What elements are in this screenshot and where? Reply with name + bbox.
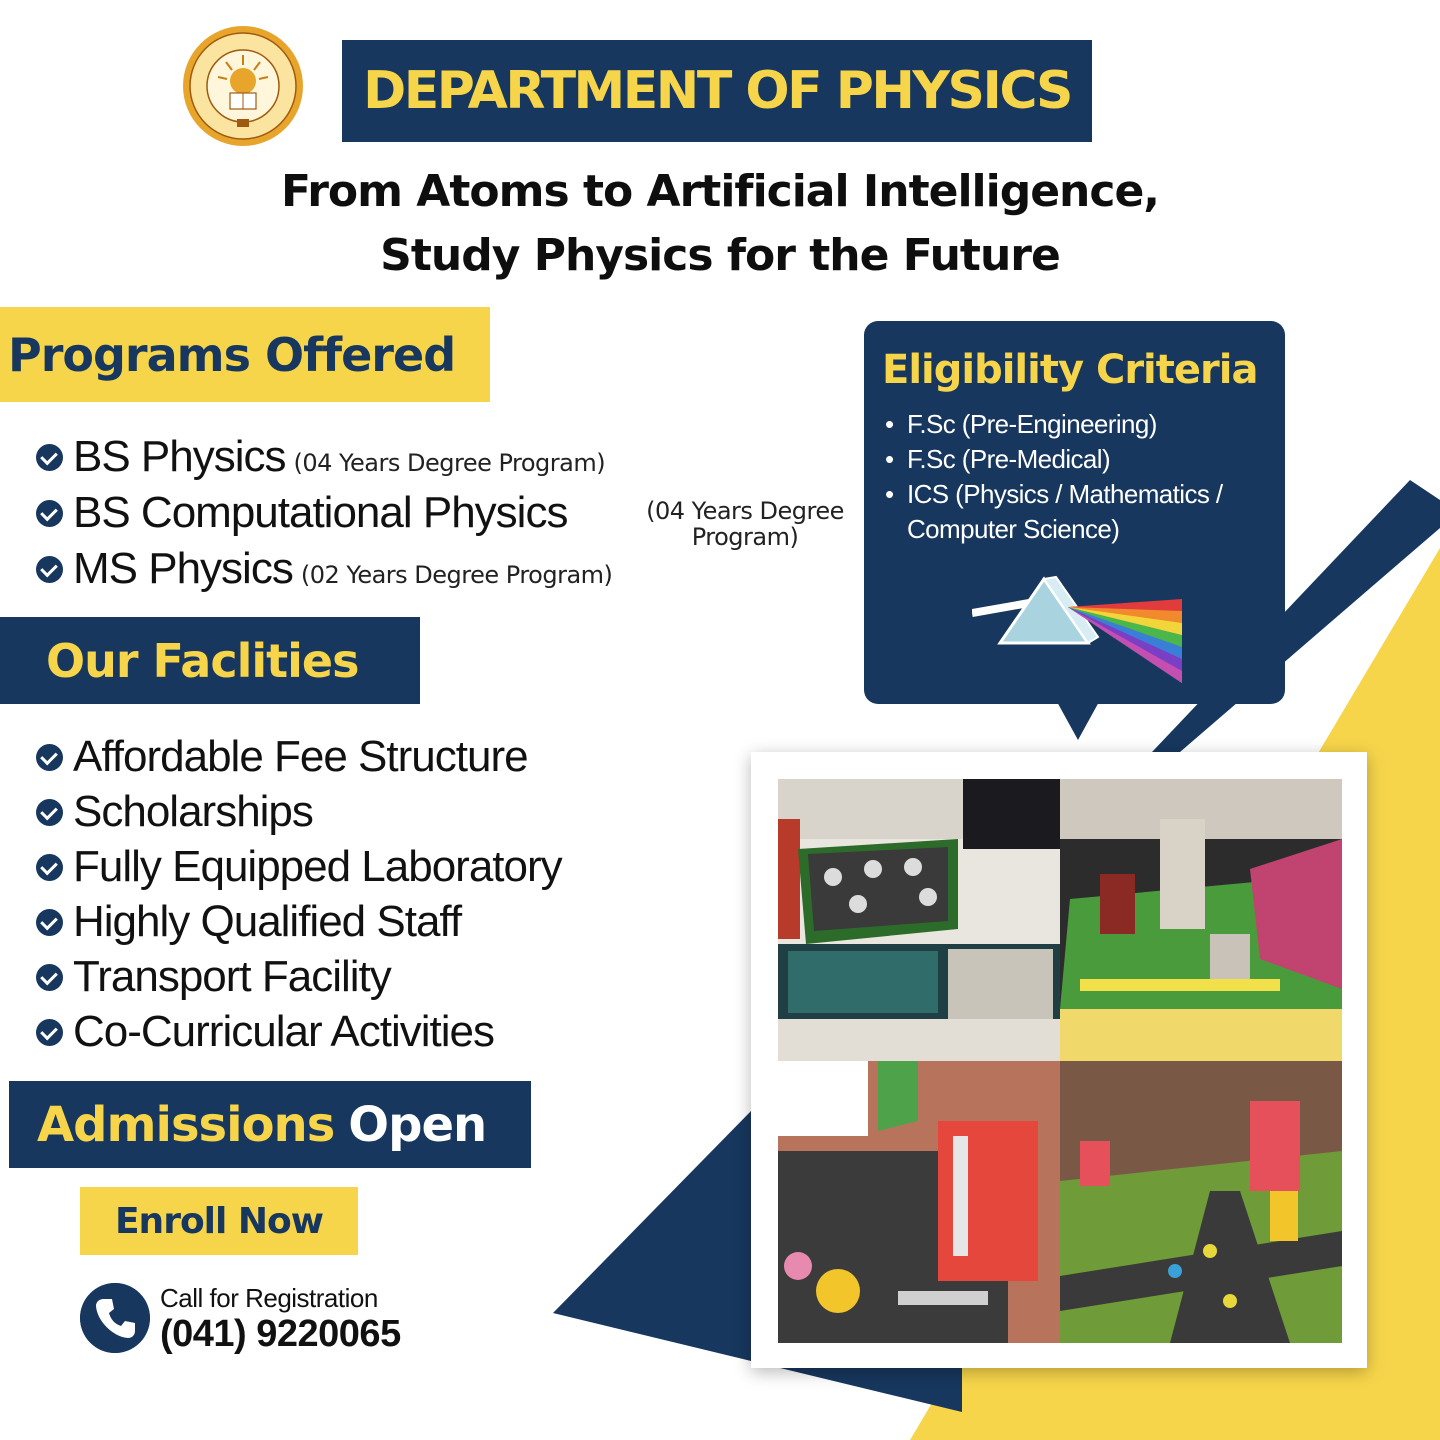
program-item	[36, 544, 612, 594]
check-circle-icon	[36, 964, 63, 991]
tagline	[150, 160, 1290, 288]
college-seal-logo	[182, 25, 304, 147]
admissions-banner	[9, 1081, 531, 1168]
facility-item	[36, 732, 528, 782]
check-circle-icon	[36, 444, 63, 471]
check-circle-icon	[36, 909, 63, 936]
eligibility-item: • ICS (Physics / Mathematics / Computer Science)	[882, 477, 1267, 547]
title-banner	[342, 40, 1092, 142]
enroll-now-label: Enroll Now	[114, 1200, 324, 1242]
program-name: BS Physics	[73, 432, 286, 481]
prism-icon	[972, 571, 1182, 691]
check-circle-icon	[36, 799, 63, 826]
facilities-heading-banner	[0, 617, 420, 704]
program-item	[36, 488, 844, 551]
photo-collage	[751, 752, 1367, 1368]
facility-label: Highly Qualified Staff	[73, 897, 462, 946]
eligibility-item: • F.Sc (Pre-Medical)	[882, 442, 1267, 477]
lab-project-photo	[778, 779, 1060, 1061]
phone-number[interactable]: (041) 9220065	[160, 1313, 401, 1355]
check-circle-icon	[36, 744, 63, 771]
facility-label: Co-Curricular Activities	[73, 1007, 494, 1056]
programs-heading-banner	[0, 307, 490, 402]
facility-item	[36, 787, 313, 837]
program-name: MS Physics	[73, 544, 293, 593]
phone-icon[interactable]	[80, 1283, 150, 1353]
eligibility-item: • F.Sc (Pre-Engineering)	[882, 407, 1267, 442]
program-name: BS Computational Physics	[73, 488, 568, 537]
enroll-now-button[interactable]	[80, 1187, 358, 1255]
facility-item	[36, 952, 391, 1002]
admissions-word: Admissions	[37, 1096, 335, 1153]
check-circle-icon	[36, 1019, 63, 1046]
tagline-line-1: From Atoms to Artificial Intelligence,	[280, 166, 1160, 217]
page-title: DEPARTMENT OF PHYSICS	[363, 61, 1071, 121]
model-city-photo	[1060, 779, 1342, 1061]
program-detail: (02 Years Degree Program)	[300, 561, 613, 589]
eligibility-heading: Eligibility Criteria	[882, 347, 1258, 393]
check-circle-icon	[36, 854, 63, 881]
program-detail: (04 Years Degree Program)	[646, 497, 844, 551]
eligibility-box-tail	[1056, 700, 1100, 740]
call-label: Call for Registration	[160, 1283, 378, 1313]
eligibility-box	[864, 321, 1285, 704]
tagline-line-2: Study Physics for the Future	[380, 230, 1060, 281]
check-circle-icon	[36, 500, 63, 527]
eligibility-list	[882, 407, 1267, 547]
program-detail: (04 Years Degree Program)	[293, 449, 606, 477]
program-item	[36, 432, 605, 482]
facility-label: Affordable Fee Structure	[73, 732, 528, 781]
programs-heading: Programs Offered	[8, 327, 456, 382]
facilities-list	[36, 732, 676, 1072]
facility-item	[36, 897, 461, 947]
facility-item	[36, 1007, 494, 1057]
traffic-model-photo	[1060, 1061, 1342, 1343]
facility-item	[36, 842, 562, 892]
water-model-photo	[778, 1061, 1060, 1343]
facilities-heading: Our Faclities	[46, 633, 359, 688]
open-word: Open	[348, 1096, 487, 1153]
facility-label: Fully Equipped Laboratory	[73, 842, 562, 891]
facility-label: Transport Facility	[73, 952, 391, 1001]
check-circle-icon	[36, 556, 63, 583]
facility-label: Scholarships	[73, 787, 313, 836]
programs-list	[36, 432, 856, 602]
